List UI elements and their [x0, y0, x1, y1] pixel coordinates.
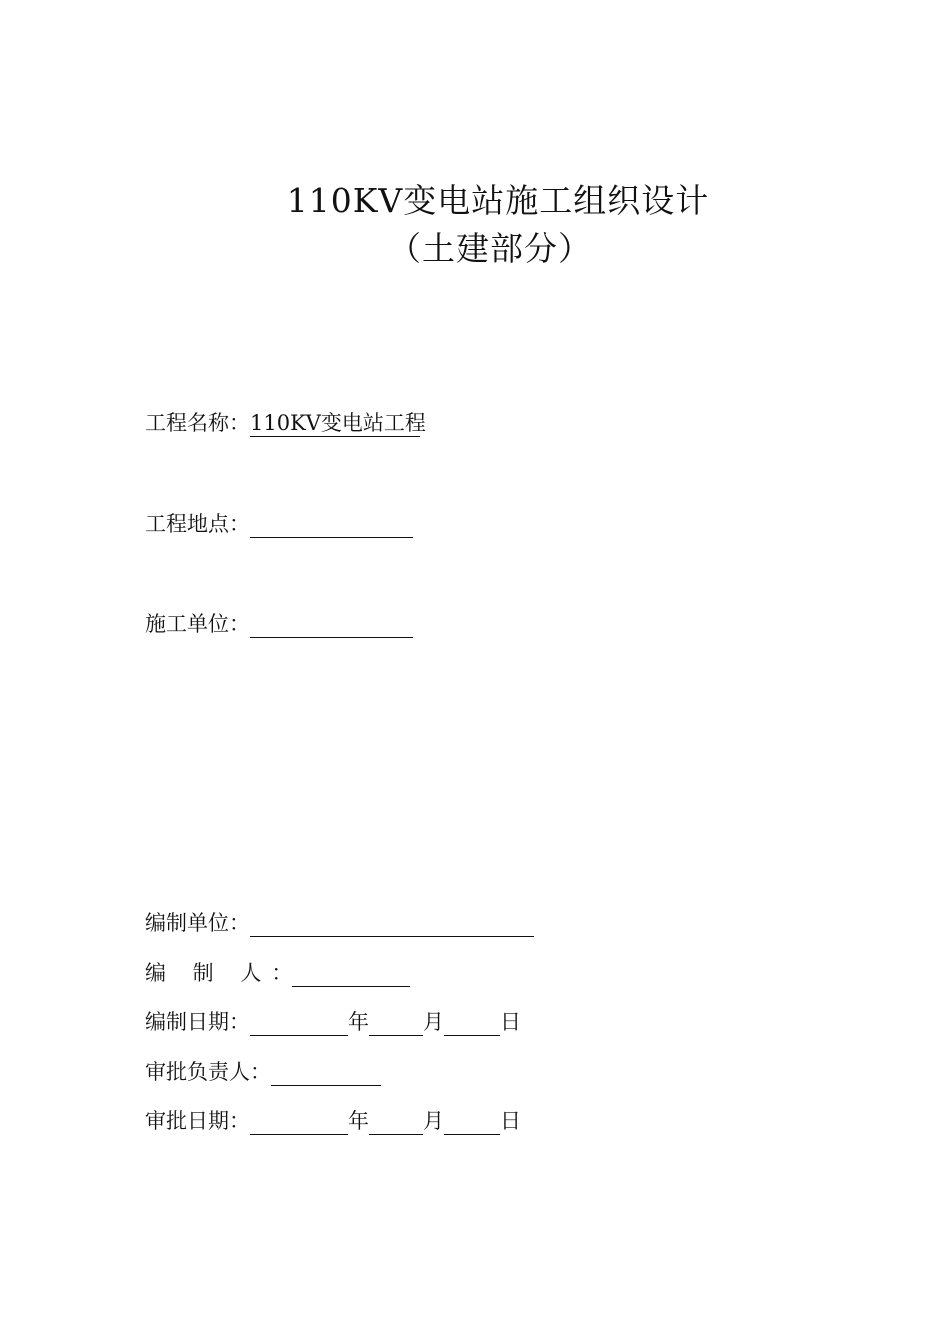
- approve-date-row: [145, 1107, 521, 1135]
- document-subtitle: （土建部分）: [388, 229, 592, 268]
- approver-row: [145, 1058, 381, 1086]
- compiler-field: [292, 960, 410, 987]
- contractor-field: [250, 611, 413, 638]
- compiler-row: [145, 959, 410, 987]
- compile-month-unit: 月: [423, 1010, 444, 1034]
- compile-year-unit: 年: [348, 1010, 369, 1034]
- approve-day-field: [444, 1108, 500, 1135]
- project-name-label: 工程名称：: [145, 411, 250, 435]
- contractor-row: [145, 610, 413, 638]
- compiler-unit-row: [145, 909, 534, 937]
- contractor-label: 施工单位：: [145, 612, 250, 636]
- compile-day-unit: 日: [500, 1010, 521, 1034]
- approve-month-unit: 月: [423, 1109, 444, 1133]
- compiler-label: 编 制 人：: [145, 961, 293, 985]
- project-name-field: 110KV变电站工程: [250, 411, 426, 435]
- compile-date-row: [145, 1008, 521, 1036]
- compiler-unit-field: [250, 910, 534, 937]
- compile-year-field: [250, 1009, 348, 1036]
- compiler-colon: ：: [271, 961, 293, 985]
- approve-day-unit: 日: [500, 1109, 521, 1133]
- approve-date-label: 审批日期：: [145, 1109, 250, 1133]
- approver-label: 审批负责人：: [145, 1060, 271, 1084]
- project-location-field: [250, 511, 413, 538]
- approve-month-field: [369, 1108, 423, 1135]
- approver-field: [271, 1059, 381, 1086]
- project-name-row: [145, 409, 426, 437]
- compile-date-label: 编制日期：: [145, 1010, 250, 1034]
- compile-day-field: [444, 1009, 500, 1036]
- document-title: 110KV变电站施工组织设计: [286, 181, 710, 220]
- compile-month-field: [369, 1009, 423, 1036]
- compiler-unit-label: 编制单位：: [145, 911, 250, 935]
- approve-year-unit: 年: [348, 1109, 369, 1133]
- project-location-row: [145, 510, 413, 538]
- project-location-label: 工程地点：: [145, 512, 250, 536]
- approve-year-field: [250, 1108, 348, 1135]
